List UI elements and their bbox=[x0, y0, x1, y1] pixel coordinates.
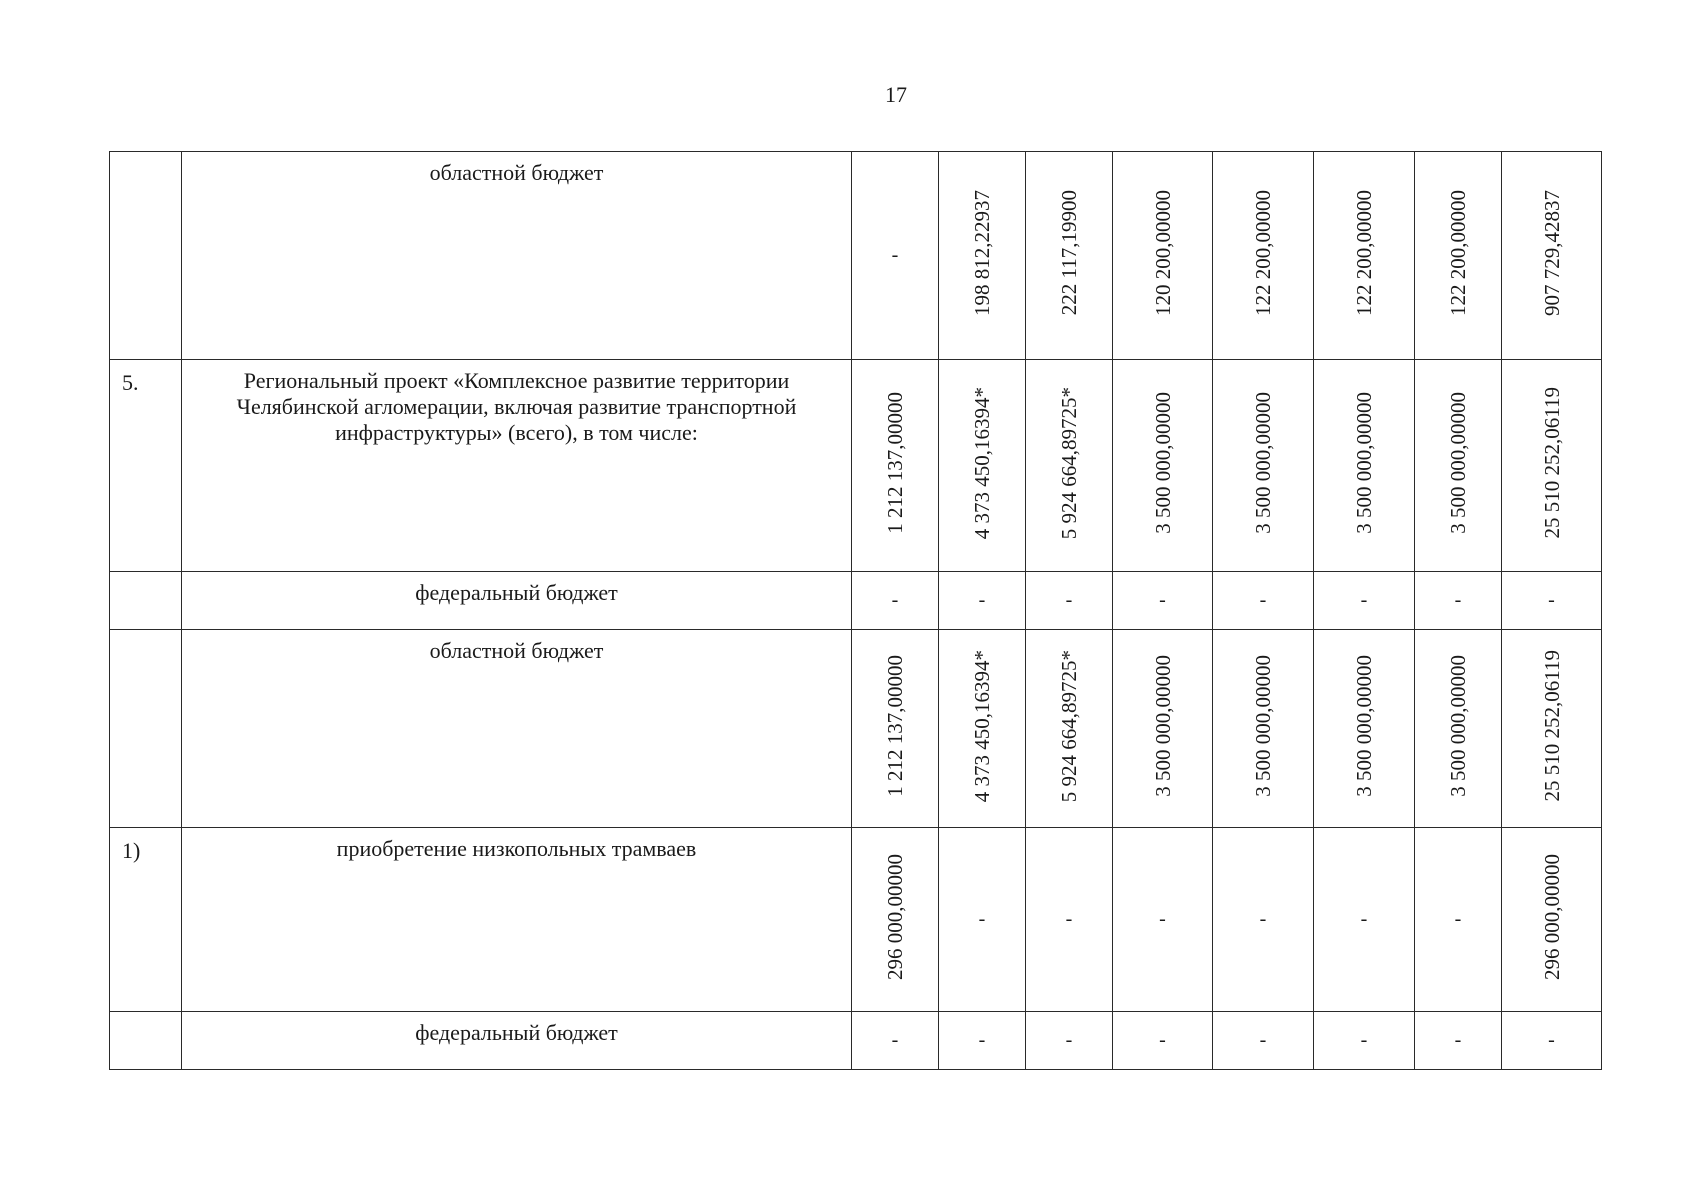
value-text: 1 212 137,00000 bbox=[883, 392, 907, 534]
table-row bbox=[110, 1012, 1602, 1070]
value-text: - bbox=[1065, 589, 1073, 611]
value-cell bbox=[1415, 630, 1502, 828]
value-cell bbox=[1213, 828, 1314, 1012]
value-text: - bbox=[1159, 908, 1166, 930]
value-text: 4 373 450,16394* bbox=[970, 649, 994, 803]
value-text: 120 200,00000 bbox=[1150, 190, 1175, 316]
value-text: - bbox=[1159, 1029, 1166, 1051]
value-cell bbox=[939, 630, 1026, 828]
value-text: - bbox=[1259, 908, 1267, 930]
value-cell bbox=[1213, 360, 1314, 572]
value-cell bbox=[1502, 630, 1602, 828]
value-cell bbox=[852, 572, 939, 630]
value-cell bbox=[852, 360, 939, 572]
value-text: - bbox=[1360, 1029, 1368, 1051]
value-text: 25 510 252,06119 bbox=[1539, 387, 1564, 539]
value-text: 25 510 252,06119 bbox=[1539, 650, 1564, 802]
value-text: - bbox=[1454, 908, 1462, 930]
page-number: 17 bbox=[885, 82, 907, 107]
value-cell bbox=[1314, 1012, 1415, 1070]
table-row bbox=[110, 572, 1602, 630]
value-text: 122 200,00000 bbox=[1446, 190, 1470, 316]
value-text: 4 373 450,16394* bbox=[970, 386, 994, 540]
value-cell bbox=[1502, 572, 1602, 630]
row-number-cell bbox=[110, 572, 182, 630]
table-row bbox=[110, 152, 1602, 360]
value-text: 3 500 000,00000 bbox=[1150, 392, 1175, 534]
value-text: 222 117,19900 bbox=[1057, 190, 1081, 316]
value-text: 1 212 137,00000 bbox=[883, 655, 907, 797]
value-cell bbox=[1415, 828, 1502, 1012]
value-text: 3 500 000,00000 bbox=[1352, 655, 1376, 797]
row-name-cell: федеральный бюджет bbox=[182, 1012, 852, 1070]
value-cell bbox=[1026, 630, 1113, 828]
budget-table bbox=[109, 151, 1602, 1070]
row-number-cell bbox=[110, 630, 182, 828]
value-cell bbox=[1213, 630, 1314, 828]
value-cell bbox=[1213, 152, 1314, 360]
value-text: 3 500 000,00000 bbox=[1251, 392, 1275, 534]
value-text: - bbox=[1159, 589, 1166, 611]
value-cell bbox=[1314, 152, 1415, 360]
value-cell bbox=[939, 152, 1026, 360]
value-cell bbox=[852, 828, 939, 1012]
value-cell bbox=[852, 152, 939, 360]
value-text: - bbox=[1548, 1029, 1555, 1051]
value-cell bbox=[1314, 828, 1415, 1012]
value-cell bbox=[1314, 360, 1415, 572]
value-cell bbox=[852, 1012, 939, 1070]
row-name-cell: областной бюджет bbox=[182, 630, 852, 828]
value-cell bbox=[1113, 630, 1213, 828]
row-name-cell: Региональный проект «Комплексное развитие территории Челябинской агломерации, включая развитие транспортной инфраструктуры» (всего), в том числе: bbox=[182, 360, 852, 572]
value-text: - bbox=[978, 1029, 986, 1051]
value-cell bbox=[1026, 828, 1113, 1012]
value-cell bbox=[852, 630, 939, 828]
value-text: 907 729,42837 bbox=[1539, 190, 1564, 316]
value-text: - bbox=[891, 244, 899, 266]
value-text: 296 000,00000 bbox=[1539, 854, 1564, 980]
value-cell bbox=[1113, 572, 1213, 630]
value-cell bbox=[939, 572, 1026, 630]
value-cell bbox=[1415, 572, 1502, 630]
value-cell bbox=[1502, 1012, 1602, 1070]
row-number-cell: 5. bbox=[110, 360, 182, 572]
value-text: 3 500 000,00000 bbox=[1446, 392, 1470, 534]
value-text: - bbox=[1360, 908, 1368, 930]
value-cell bbox=[1502, 152, 1602, 360]
value-text: 3 500 000,00000 bbox=[1352, 392, 1376, 534]
table-row bbox=[110, 828, 1602, 1012]
table-row bbox=[110, 360, 1602, 572]
value-cell bbox=[1213, 572, 1314, 630]
value-cell bbox=[1026, 152, 1113, 360]
value-text: - bbox=[1259, 1029, 1267, 1051]
value-cell bbox=[1026, 360, 1113, 572]
value-text: - bbox=[978, 589, 986, 611]
value-cell bbox=[939, 828, 1026, 1012]
value-text: 198 812,22937 bbox=[970, 190, 994, 316]
value-text: - bbox=[1065, 908, 1073, 930]
value-cell bbox=[1415, 1012, 1502, 1070]
value-text: 122 200,00000 bbox=[1251, 190, 1275, 316]
value-cell bbox=[1113, 152, 1213, 360]
row-number-cell bbox=[110, 1012, 182, 1070]
value-cell bbox=[1113, 360, 1213, 572]
row-number-cell bbox=[110, 152, 182, 360]
row-name-cell: федеральный бюджет bbox=[182, 572, 852, 630]
value-text: - bbox=[891, 589, 899, 611]
value-text: 3 500 000,00000 bbox=[1150, 655, 1175, 797]
row-name-cell: областной бюджет bbox=[182, 152, 852, 360]
value-cell bbox=[1113, 1012, 1213, 1070]
value-text: - bbox=[1454, 1029, 1462, 1051]
value-text: 5 924 664,89725* bbox=[1057, 649, 1081, 803]
value-cell bbox=[1502, 360, 1602, 572]
value-cell bbox=[939, 360, 1026, 572]
value-cell bbox=[1415, 360, 1502, 572]
value-cell bbox=[1213, 1012, 1314, 1070]
value-text: 5 924 664,89725* bbox=[1057, 386, 1081, 540]
value-cell bbox=[1113, 828, 1213, 1012]
row-number-cell: 1) bbox=[110, 828, 182, 1012]
table-row bbox=[110, 630, 1602, 828]
value-text: - bbox=[1454, 589, 1462, 611]
value-text: - bbox=[891, 1029, 899, 1051]
value-text: - bbox=[1259, 589, 1267, 611]
value-cell bbox=[1314, 630, 1415, 828]
value-cell bbox=[1314, 572, 1415, 630]
value-cell bbox=[939, 1012, 1026, 1070]
value-text: 3 500 000,00000 bbox=[1251, 655, 1275, 797]
value-cell bbox=[1026, 572, 1113, 630]
value-text: 296 000,00000 bbox=[883, 854, 907, 980]
value-text: - bbox=[1548, 589, 1555, 611]
row-name-cell: приобретение низкопольных трамваев bbox=[182, 828, 852, 1012]
value-cell bbox=[1502, 828, 1602, 1012]
value-text: - bbox=[978, 908, 986, 930]
value-text: 3 500 000,00000 bbox=[1446, 655, 1470, 797]
value-text: 122 200,00000 bbox=[1352, 190, 1376, 316]
value-cell bbox=[1415, 152, 1502, 360]
value-cell bbox=[1026, 1012, 1113, 1070]
value-text: - bbox=[1360, 589, 1368, 611]
value-text: - bbox=[1065, 1029, 1073, 1051]
